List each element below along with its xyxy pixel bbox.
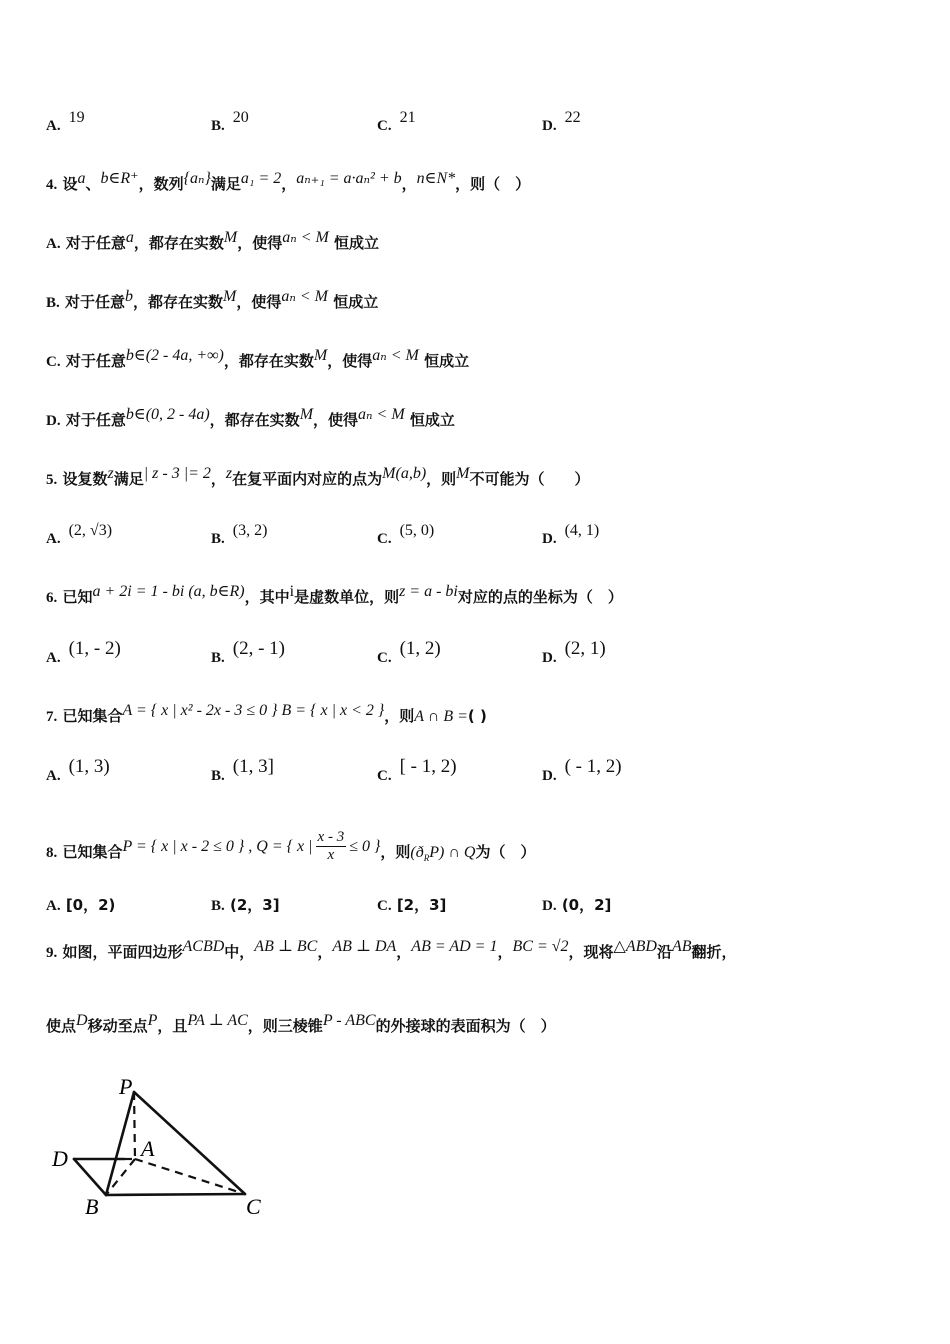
q7-option-d: D. ( - 1, 2) [542, 756, 622, 784]
q8-stem: 8. 已知集合P = { x | x - 2 ≤ 0 } , Q = { x | $\frac{x - 3}{x}$ ≤ 0 }，则$(ð_RP)$ ∩ Q为（ ） [46, 829, 536, 863]
q8-option-a: A. [0，2) [46, 896, 116, 914]
edge-BC [106, 1194, 245, 1195]
q3-option-b: B. 20 [211, 109, 249, 134]
q7-option-a: A. (1, 3) [46, 756, 110, 784]
q4-option-d: D. 对于任意b∈(0, 2 - 4a)，都存在实数M，使得aₙ < M 恒成立 [46, 406, 455, 429]
q5-option-a: A. (2, √3) [46, 522, 113, 547]
edge-AC [135, 1159, 245, 1194]
label-A: A [141, 1136, 155, 1161]
edge-PB [106, 1092, 134, 1195]
q6-option-d: D. (2, 1) [542, 638, 606, 666]
q9-stem: 9. 如图，平面四边形ACBD中，AB ⊥ BC，AB ⊥ DA，AB = AD = 1，BC = √2，现将△ABD沿AB翻折， [46, 938, 737, 961]
q5-stem: 5. 设复数z满足| z - 3 |= 2，z在复平面内对应的点为M(a,b)，则M不可能为（ ） [46, 465, 590, 488]
label-D: D [52, 1146, 68, 1171]
q7-option-b: B. (1, 3] [211, 756, 274, 784]
q6-option-b: B. (2, - 1) [211, 638, 285, 666]
q7-option-c: C. [ - 1, 2) [377, 756, 457, 784]
q6-option-a: A. (1, - 2) [46, 638, 121, 666]
q5-option-d: D. (4, 1) [542, 522, 600, 547]
q5-option-b: B. (3, 2) [211, 522, 268, 547]
q8-fraction: $\frac{x - 3}{x}$ [317, 829, 345, 863]
q9-figure [46, 1070, 276, 1220]
q8-option-b: B. (2，3] [211, 896, 280, 914]
q4-option-c: C. 对于任意b∈(2 - 4a, +∞)，都存在实数M，使得aₙ < M 恒成立 [46, 347, 470, 370]
label-C: C [246, 1194, 261, 1219]
q4-stem: 4. 设a、b∈R⁺，数列{aₙ}满足a₁ = 2，aₙ₊₁ = a·aₙ² + b，n∈N*，则（ ） [46, 170, 531, 193]
edge-DB [74, 1159, 106, 1195]
label-B: B [85, 1194, 99, 1219]
q8-option-c: C. [2，3] [377, 896, 447, 914]
q4-option-b: B. 对于任意b，都存在实数M，使得aₙ < M 恒成立 [46, 288, 379, 311]
edge-PA [134, 1092, 135, 1159]
q6-option-c: C. (1, 2) [377, 638, 441, 666]
q3-option-d: D. 22 [542, 109, 581, 134]
label-P: P [119, 1074, 133, 1099]
q7-stem: 7. 已知集合A = { x | x² - 2x - 3 ≤ 0 } B = { x | x < 2 }，则A ∩ B =( ) [46, 702, 487, 725]
q6-stem: 6. 已知a + 2i = 1 - bi (a, b∈R)，其中i是虚数单位，则z = a - bi对应的点的坐标为（ ） [46, 583, 623, 606]
q3-option-c: C. 21 [377, 109, 416, 134]
q8-option-d: D. (0，2] [542, 896, 612, 914]
q3-option-a: A. 19 [46, 109, 85, 134]
q5-option-c: C. (5, 0) [377, 522, 435, 547]
q4-option-a: A. 对于任意a，都存在实数M，使得aₙ < M 恒成立 [46, 229, 380, 252]
q9-stem-line2: 使点D移动至点P，且PA ⊥ AC，则三棱锥P - ABC的外接球的表面积为（ ） [46, 1012, 556, 1035]
